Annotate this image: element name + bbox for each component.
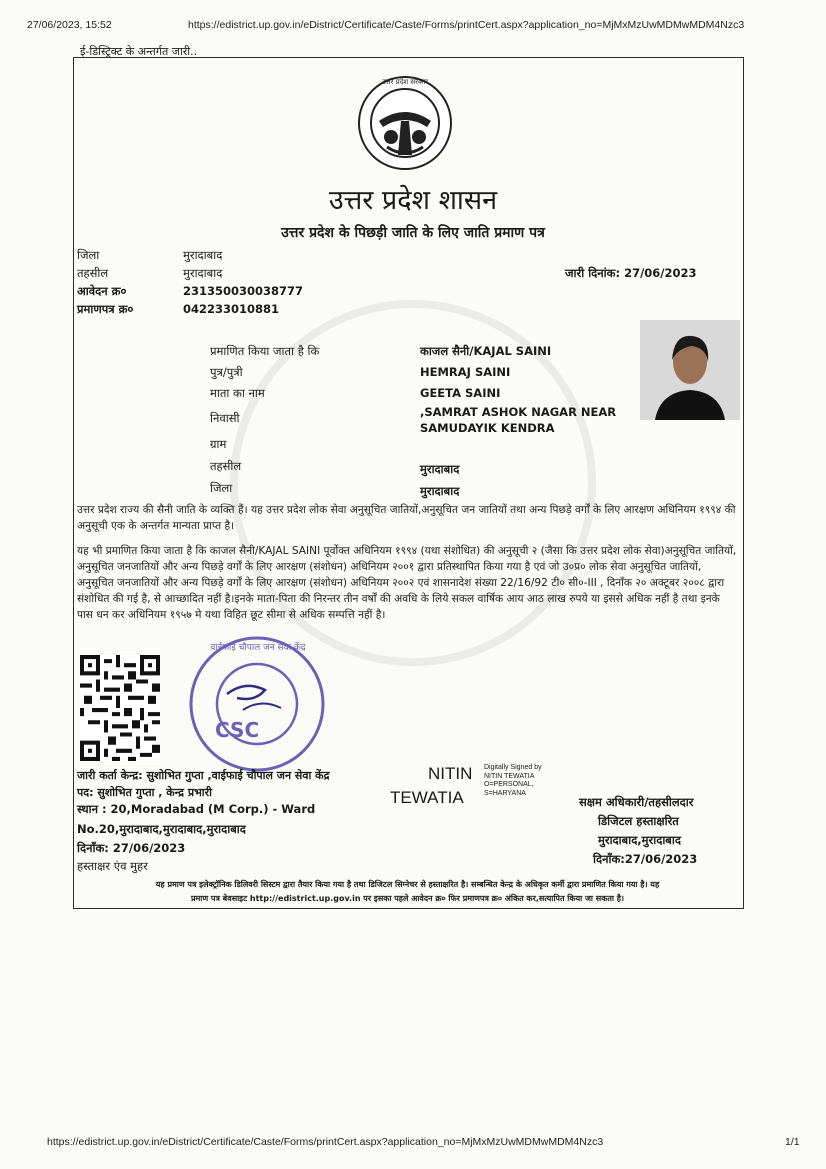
issuer-pad: पद: सुशोभित गुप्ता , केन्द्र प्रभारी (77, 786, 213, 799)
dsig-line-1: Digitally Signed by (484, 764, 542, 771)
label-certificate-no: प्रमाणपत्र क्र० (77, 302, 134, 316)
qr-code-icon (80, 655, 160, 761)
footer-note-1: यह प्रमाण पत्र इलेक्ट्रॉनिक डिलिवरी सिस्टम द्वारा तैयार किया गया है तथा डिजिटल सिग्नेचर से हस्ताक्षरित है। सम्बन्धित केन्द्र के अधिकृत कर्मी द्वारा प्रमाणित किया गया है। यह (155, 880, 660, 889)
print-footer-url: https://edistrict.up.gov.in/eDistrict/Certificate/Caste/Forms/printCert.aspx?application_no=MjMxMzUwMDMwMDM4Nzc3 (47, 1136, 604, 1148)
value-tehsil: मुरादाबाद (183, 266, 223, 280)
label-resident: निवासी (210, 411, 240, 425)
officer-digital-sign: डिजिटल हस्ताक्षरित (598, 814, 679, 828)
label-village: ग्राम (210, 437, 227, 451)
applicant-photo (640, 320, 740, 420)
issuer-sign-seal: हस्ताक्षर एंव मुहर (77, 859, 148, 873)
paragraph-2: यह भी प्रमाणित किया जाता है कि काजल सैनी/KAJAL SAINI पूर्वोक्त अधिनियम १९९४ (यथा संशोधित) की अनुसूची २ (जैसा कि उत्तर प्रदेश लोक सेवा)अनुसूचित जातियों, अनुसूचित जनजातियों और अन्य पिछड़े वर्गों के लिए आरक्षण (संशोधन) अधिनियम २००१ द्वारा प्रतिस्थापित किया गया है एवं जो उ०प्र० लोक सेवा अनुसूचित जातियों, अनुसूचित जनजातियों और अन्य पिछड़े वर्गों के लिए आरक्षण (संशोधन) अधिनियम २००२ एवं शासनादेश संख्या 22/16/92 टी० सी०-III , दिनाँक २० अक्टूबर २००८ द्वारा संशोधित की गई है, से आच्छादित नहीं है।इनके माता-पिता की निरन्तर तीन वर्षों की अवधि के लिये सकल वार्षिक आय आठ लाख रुपये या इससे अधिक नहीं है तथा इनके पास धन कर अधिनियम १९५७ मे यथा विहित छूट सीमा से अधिक सम्पत्ति नहीं है। (77, 545, 737, 621)
paragraph-1: उत्तर प्रदेश राज्य की सैनी जाति के व्यक्ति हैं। यह उत्तर प्रदेश लोक सेवा अनुसूचित जातियों,अनुसूचित जन जातियों तथा अन्य पिछड़े वर्गों के लिए आरक्षण अधिनियम १९९४ की अनुसूची एक के अन्तर्गत मान्यता प्राप्त है। (77, 504, 736, 532)
csc-stamp-icon (185, 632, 330, 777)
footer-note-2: प्रमाण पत्र बेवसाइट http://edistrict.up.gov.in पर इसका पहले आवेदन क्र० फिर प्रमाणपत्र क्र० अंकित कर,सत्यापित किया जा सकता है। (190, 894, 625, 903)
value-application-no: 231350030038777 (183, 284, 304, 298)
label-tehsil: तहसील (77, 266, 109, 280)
officer-place: मुरादाबाद,मुरादाबाद (598, 833, 681, 847)
officer-date: दिनाँक:27/06/2023 (593, 852, 698, 866)
label-jila: जिला (77, 248, 100, 262)
print-page-number: 1/1 (785, 1136, 800, 1148)
issuer-place-2: No.20,मुरादाबाद,मुरादाबाद,मुरादाबाद (77, 822, 246, 836)
issuer-date: दिनाँक: 27/06/2023 (77, 841, 186, 855)
value-name: काजल सैनी/KAJAL SAINI (420, 344, 552, 358)
issue-date: जारी दिनांक: 27/06/2023 (565, 266, 697, 280)
label-son-daughter: पुत्र/पुत्री (210, 365, 243, 379)
label-certified: प्रमाणित किया जाता है कि (210, 344, 320, 358)
value-tehsil-2: मुरादाबाद (420, 462, 460, 476)
label-application-no: आवेदन क्र० (77, 284, 127, 298)
up-emblem-icon (357, 75, 453, 171)
officer-post: सक्षम अधिकारी/तहसीलदार (579, 795, 694, 809)
print-datetime: 27/06/2023, 15:52 (27, 19, 112, 31)
edistrict-notice: ई-डिस्ट्रिक्ट के अन्तर्गत जारी.. (80, 45, 198, 58)
label-district-2: जिला (210, 481, 233, 495)
dsig-name-1: NITIN (428, 764, 473, 783)
emblem-text: उत्तर प्रदेश सरकार (381, 78, 429, 86)
value-address: ,SAMRAT ASHOK NAGAR NEAR SAMUDAYIK KENDRA (420, 405, 617, 435)
value-father: HEMRAJ SAINI (420, 365, 511, 379)
label-tehsil-2: तहसील (210, 459, 242, 473)
issuer-kendra: जारी कर्ता केन्द्र: सुशोभित गुप्ता ,वाईफाई चौपाल जन सेवा केंद्र (77, 769, 330, 782)
value-jila: मुरादाबाद (183, 248, 223, 262)
label-mother: माता का नाम (210, 386, 265, 400)
issuer-place-1: स्थान : 20,Moradabad (M Corp.) - Ward (77, 802, 316, 816)
doc-title: उत्तर प्रदेश शासन (328, 185, 498, 216)
dsig-details (484, 764, 542, 798)
stamp-text: वाईफाई चौपाल जन सेवा केंद्र (210, 643, 306, 653)
doc-subtitle: उत्तर प्रदेश के पिछड़ी जाति के लिए जाति प्रमाण पत्र (281, 225, 545, 241)
dsig-line-2: NITIN TEWATIA (484, 772, 535, 780)
dsig-line-3: O=PERSONAL, (484, 781, 534, 788)
value-mother: GEETA SAINI (420, 386, 501, 400)
value-certificate-no: 042233010881 (183, 302, 280, 316)
print-url: https://edistrict.up.gov.in/eDistrict/Certificate/Caste/Forms/printCert.aspx?application_no=MjMxMzUwMDMwMDM4Nzc3 (188, 19, 745, 31)
value-district-2: मुरादाबाद (420, 484, 460, 498)
stamp-code: CSC (215, 718, 260, 742)
dsig-line-4: S=HARYANA (484, 789, 526, 797)
dsig-name-2: TEWATIA (390, 788, 464, 807)
